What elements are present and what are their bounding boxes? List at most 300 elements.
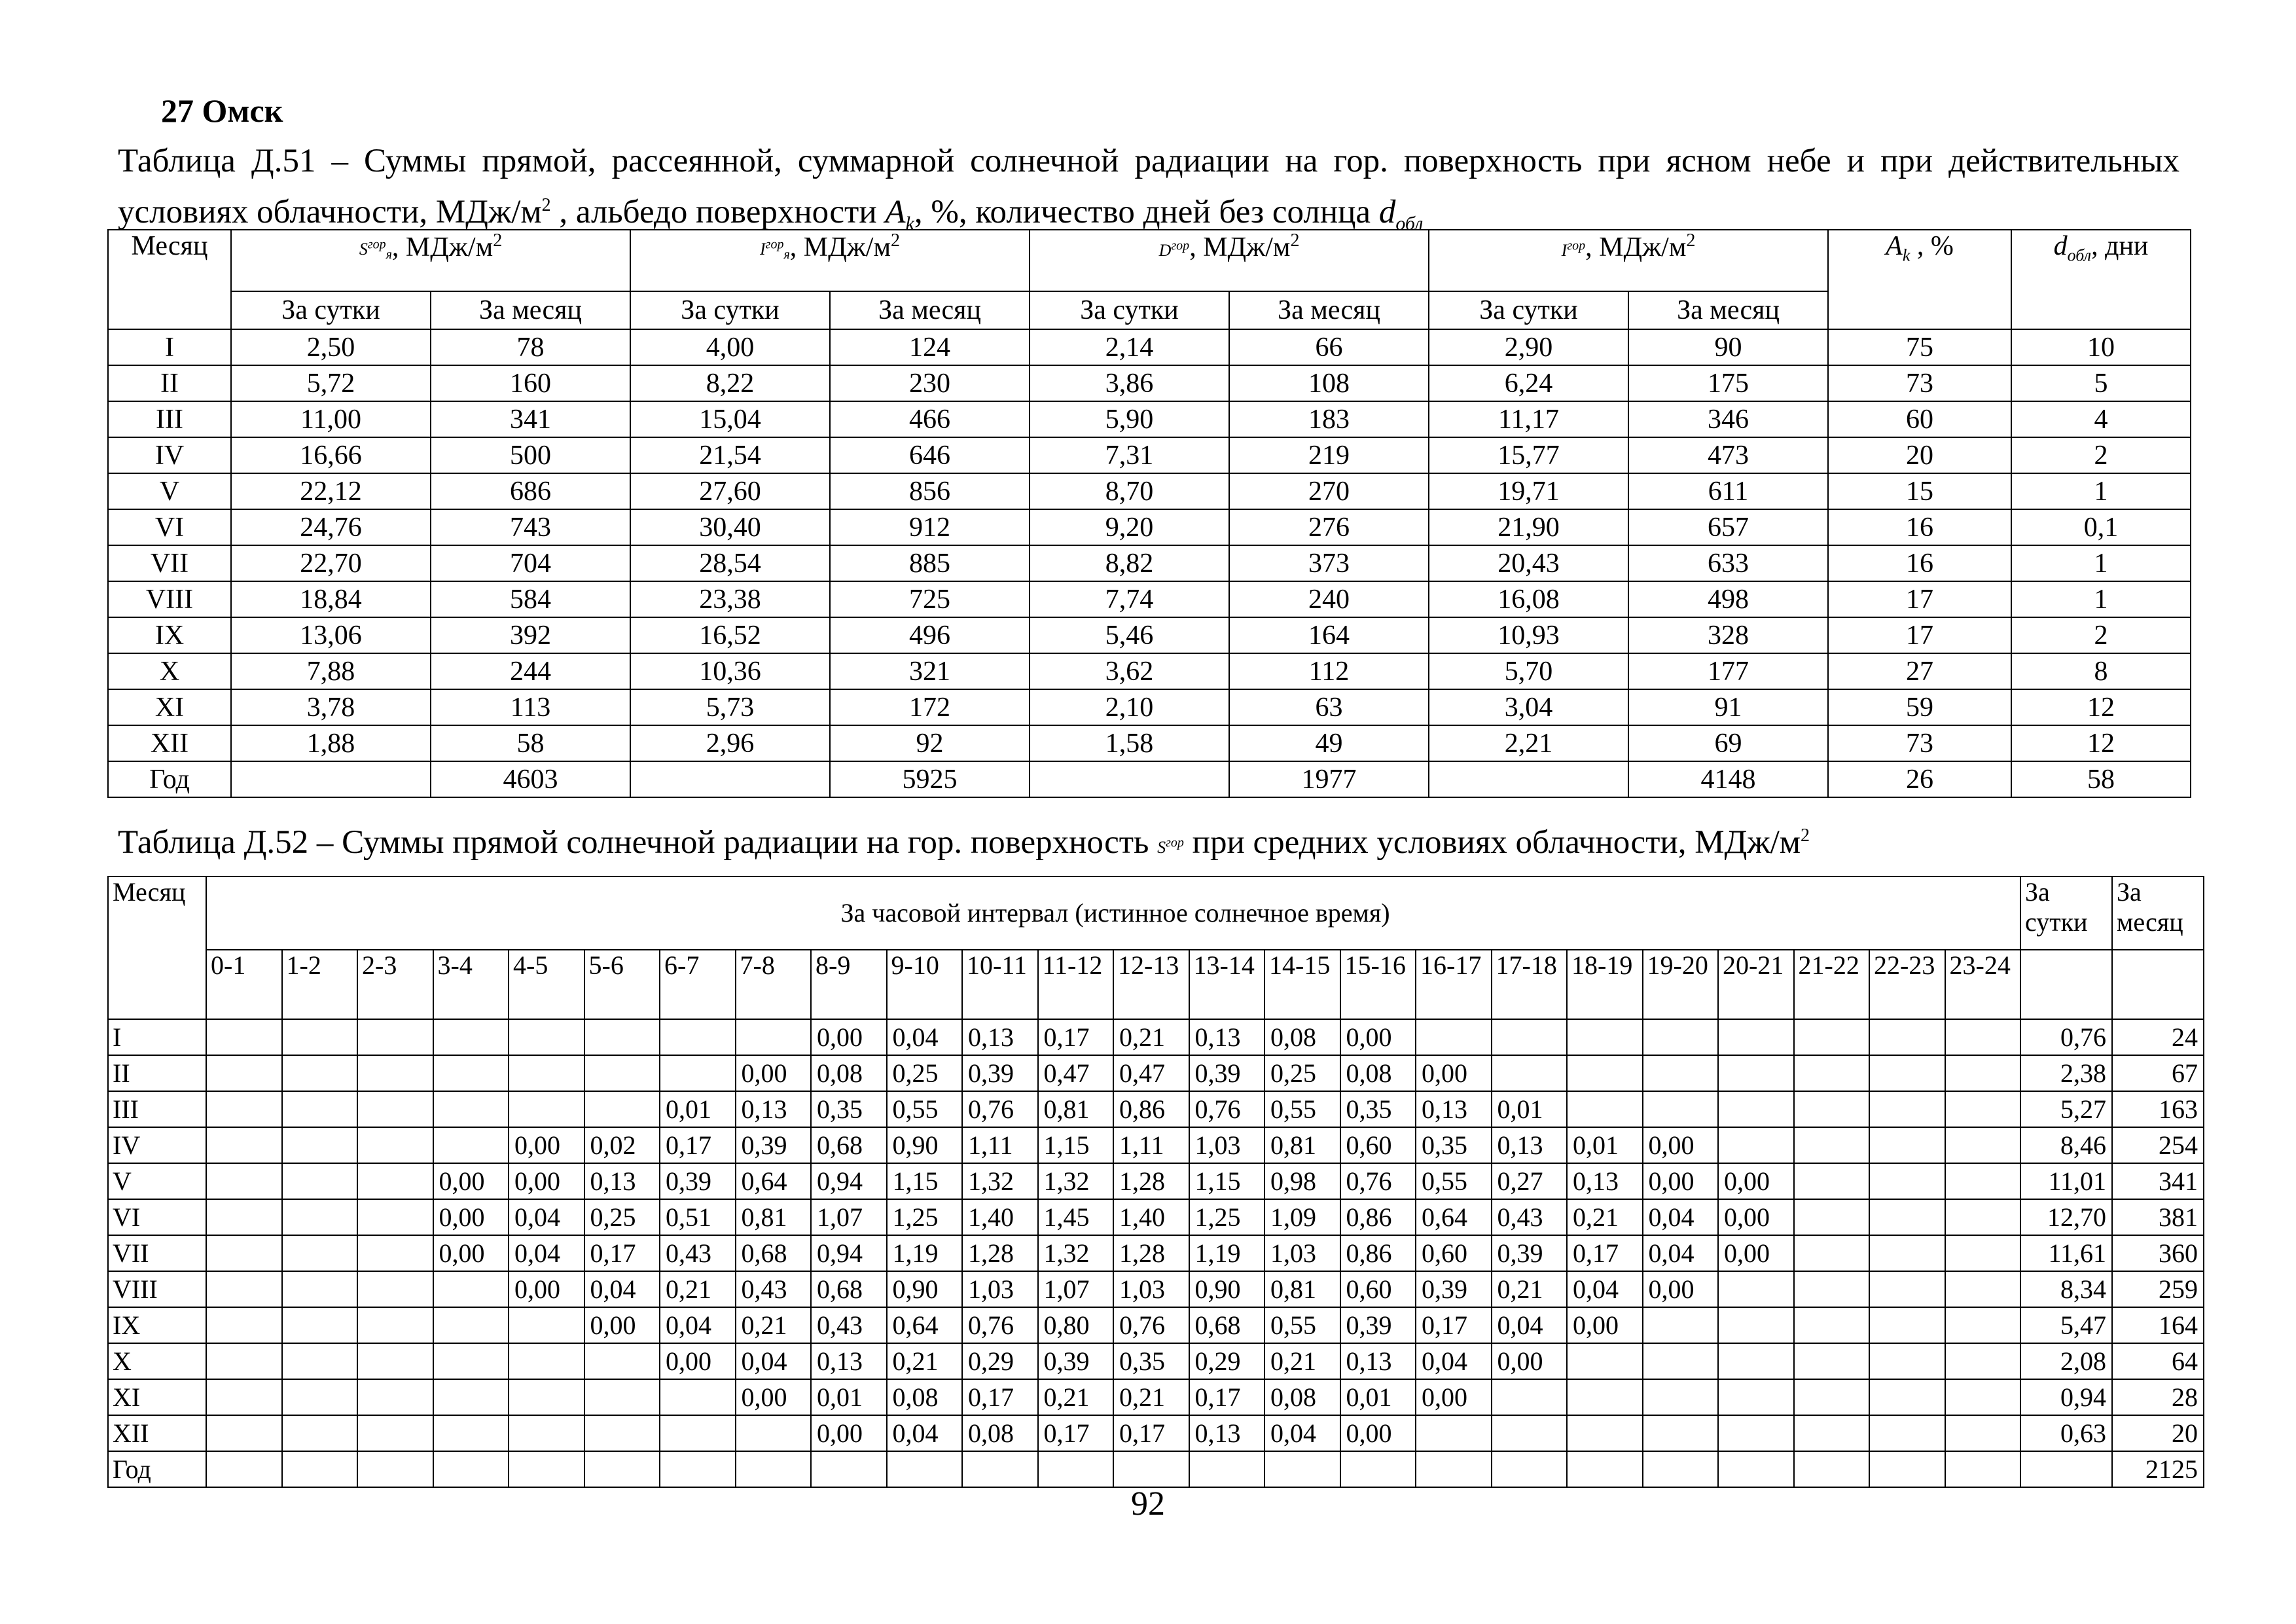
hour-cell: [1794, 1055, 1870, 1091]
hour-cell: 0,39: [660, 1163, 736, 1199]
table-cell: 23,38: [630, 581, 830, 617]
table-row: [108, 1415, 2204, 1451]
table-cell: 58: [2011, 761, 2191, 797]
hour-cell: [1945, 1343, 2021, 1379]
table-cell: 743: [431, 509, 630, 545]
hour-cell: [282, 1235, 358, 1271]
hour-cell: [1492, 1379, 1568, 1415]
hour-cell: 1,28: [962, 1235, 1038, 1271]
table-cell: 611: [1628, 473, 1828, 509]
hour-interval-header: 2-3: [357, 950, 433, 1019]
hour-cell: [1643, 1343, 1719, 1379]
hour-cell: [1945, 1019, 2021, 1055]
table-cell: 244: [431, 653, 630, 689]
table-cell: 15: [1828, 473, 2011, 509]
hour-cell: [1567, 1091, 1643, 1127]
hour-cell: 0,00: [1643, 1271, 1719, 1307]
hour-interval-header: 15-16: [1340, 950, 1416, 1019]
hour-cell: [1643, 1379, 1719, 1415]
table-row: [108, 1343, 2204, 1379]
table-row: [108, 509, 2191, 545]
table-cell: 22,70: [231, 545, 431, 581]
hour-cell: 0,21: [736, 1307, 812, 1343]
days-no-sun-header: $d_{обл}$, дни: [2011, 230, 2191, 329]
hour-cell: 1,19: [887, 1235, 963, 1271]
hour-cell: 0,35: [811, 1091, 887, 1127]
sub-day-header: За сутки: [630, 291, 830, 329]
row-month: III: [108, 401, 231, 437]
table-cell: 10: [2011, 329, 2191, 365]
month-total-cell: 341: [2112, 1163, 2204, 1199]
table-cell: 112: [1229, 653, 1429, 689]
hour-cell: 1,25: [887, 1199, 963, 1235]
caption2-symbol: $S^{гор}$: [1157, 835, 1184, 857]
table-cell: 16: [1828, 545, 2011, 581]
hour-cell: [206, 1451, 282, 1487]
hour-cell: 1,07: [811, 1199, 887, 1235]
hour-cell: 0,39: [1340, 1307, 1416, 1343]
row-month: III: [108, 1091, 206, 1127]
hour-cell: 0,04: [887, 1019, 963, 1055]
hour-cell: [736, 1019, 812, 1055]
hour-cell: 0,47: [1113, 1055, 1189, 1091]
group-header-s: $S^{гор}_я$, МДж/$м^2$: [231, 230, 630, 291]
hour-cell: 0,13: [811, 1343, 887, 1379]
hour-cell: [1869, 1199, 1945, 1235]
table-row: [108, 617, 2191, 653]
table-cell: 4603: [431, 761, 630, 797]
hour-cell: 1,32: [1038, 1163, 1114, 1199]
table-cell: 8,82: [1030, 545, 1229, 581]
hour-cell: [206, 1019, 282, 1055]
hour-cell: 0,21: [1492, 1271, 1568, 1307]
hour-interval-header: 21-22: [1794, 950, 1870, 1019]
hour-cell: 0,13: [1416, 1091, 1492, 1127]
hour-interval-header: 23-24: [1945, 950, 2021, 1019]
hour-cell: [1492, 1415, 1568, 1451]
hour-cell: [1794, 1343, 1870, 1379]
hour-cell: 0,81: [1265, 1127, 1340, 1163]
hour-cell: 1,45: [1038, 1199, 1114, 1235]
hour-cell: [584, 1055, 660, 1091]
caption2-text-2: при средних условиях облачности, МДж/м: [1183, 824, 1801, 861]
hour-cell: 0,64: [736, 1163, 812, 1199]
hour-cell: 0,98: [1265, 1163, 1340, 1199]
table-cell: 912: [830, 509, 1030, 545]
table-row: [108, 581, 2191, 617]
table-cell: 2,96: [630, 725, 830, 761]
hour-cell: [509, 1343, 584, 1379]
table-cell: 113: [431, 689, 630, 725]
hour-cell: 0,01: [1492, 1091, 1568, 1127]
hour-cell: [1945, 1307, 2021, 1343]
table-row: [108, 689, 2191, 725]
table-row: [108, 1307, 2204, 1343]
hour-cell: 0,68: [811, 1127, 887, 1163]
table-cell: 498: [1628, 581, 1828, 617]
hour-cell: [357, 1235, 433, 1271]
hour-cell: 0,00: [1718, 1235, 1794, 1271]
table-cell: 18,84: [231, 581, 431, 617]
hour-cell: 0,08: [887, 1379, 963, 1415]
hour-cell: [357, 1271, 433, 1307]
hour-cell: 0,35: [1340, 1091, 1416, 1127]
hour-interval-header: 7-8: [736, 950, 812, 1019]
hour-cell: [1945, 1451, 2021, 1487]
hour-cell: 0,01: [1340, 1379, 1416, 1415]
hour-cell: 0,17: [1038, 1019, 1114, 1055]
hour-cell: [1189, 1451, 1265, 1487]
table-cell: 2: [2011, 617, 2191, 653]
hour-cell: [282, 1307, 358, 1343]
hour-cell: [1643, 1019, 1719, 1055]
hour-cell: 1,09: [1265, 1199, 1340, 1235]
hour-cell: 0,01: [1567, 1127, 1643, 1163]
table-cell: 725: [830, 581, 1030, 617]
group-header-d: $D^{гор}$, МДж/$м^2$: [1030, 230, 1429, 291]
table-cell: 1: [2011, 545, 2191, 581]
hour-cell: 0,04: [660, 1307, 736, 1343]
hour-cell: 0,39: [1189, 1055, 1265, 1091]
hour-cell: [433, 1091, 509, 1127]
hour-cell: 0,13: [962, 1019, 1038, 1055]
table-cell: 69: [1628, 725, 1828, 761]
hour-cell: 1,25: [1189, 1199, 1265, 1235]
hour-cell: [282, 1451, 358, 1487]
hour-cell: 0,60: [1340, 1127, 1416, 1163]
table-row: [108, 725, 2191, 761]
hour-interval-header: 9-10: [887, 950, 963, 1019]
hour-cell: [1869, 1127, 1945, 1163]
hour-cell: [206, 1199, 282, 1235]
row-month: XII: [108, 725, 231, 761]
table-cell: 5: [2011, 365, 2191, 401]
hour-cell: 0,55: [1265, 1307, 1340, 1343]
table-cell: 2: [2011, 437, 2191, 473]
hour-cell: [1794, 1235, 1870, 1271]
hour-cell: [282, 1343, 358, 1379]
hour-cell: [282, 1055, 358, 1091]
table-row: [108, 365, 2191, 401]
albedo-subscript: k: [905, 213, 914, 235]
hour-cell: 0,21: [1113, 1379, 1189, 1415]
empty-header-cell: [2112, 950, 2204, 1019]
caption2-sup: 2: [1801, 825, 1810, 846]
hour-cell: [282, 1091, 358, 1127]
table-cell: 12: [2011, 689, 2191, 725]
hour-cell: [357, 1307, 433, 1343]
hour-cell: [1492, 1451, 1568, 1487]
hour-cell: 0,04: [509, 1235, 584, 1271]
hour-cell: 0,13: [1340, 1343, 1416, 1379]
hour-cell: 1,03: [1265, 1235, 1340, 1271]
hour-cell: 0,39: [1416, 1271, 1492, 1307]
hour-cell: [357, 1379, 433, 1415]
hour-cell: 0,08: [962, 1415, 1038, 1451]
month-header-2: Месяц: [108, 876, 206, 1019]
month-total-cell: 64: [2112, 1343, 2204, 1379]
table-cell: 28,54: [630, 545, 830, 581]
table-cell: 124: [830, 329, 1030, 365]
table-cell: 15,77: [1429, 437, 1628, 473]
hour-cell: [660, 1019, 736, 1055]
table-cell: 183: [1229, 401, 1429, 437]
row-month: IX: [108, 1307, 206, 1343]
hour-cell: [1718, 1451, 1794, 1487]
hour-cell: 0,21: [887, 1343, 963, 1379]
hour-cell: [1869, 1271, 1945, 1307]
hour-cell: 1,32: [962, 1163, 1038, 1199]
table-cell: 75: [1828, 329, 2011, 365]
hour-interval-header: 16-17: [1416, 950, 1492, 1019]
table-cell: 392: [431, 617, 630, 653]
hour-cell: [282, 1019, 358, 1055]
hour-cell: 0,00: [1340, 1415, 1416, 1451]
table-row: [108, 1235, 2204, 1271]
row-month: Год: [108, 1451, 206, 1487]
hour-interval-header: 13-14: [1189, 950, 1265, 1019]
table-cell: 177: [1628, 653, 1828, 689]
hour-cell: [357, 1019, 433, 1055]
table-d52: [107, 876, 2204, 1488]
table-cell: 92: [830, 725, 1030, 761]
hour-cell: 0,47: [1038, 1055, 1114, 1091]
hour-cell: 0,21: [1113, 1019, 1189, 1055]
table-cell: 91: [1628, 689, 1828, 725]
hour-cell: 0,60: [1340, 1271, 1416, 1307]
hour-cell: [1265, 1451, 1340, 1487]
hour-cell: 0,00: [1416, 1055, 1492, 1091]
table-cell: 346: [1628, 401, 1828, 437]
d-symbol: d: [1378, 194, 1396, 230]
hour-cell: 0,17: [1416, 1307, 1492, 1343]
hour-cell: 0,86: [1340, 1235, 1416, 1271]
row-month: VI: [108, 1199, 206, 1235]
albedo-symbol: A: [885, 194, 906, 230]
hour-cell: [1869, 1415, 1945, 1451]
hour-cell: [1113, 1451, 1189, 1487]
hour-cell: [206, 1307, 282, 1343]
table-cell: 12: [2011, 725, 2191, 761]
table-cell: 373: [1229, 545, 1429, 581]
hour-cell: [584, 1091, 660, 1127]
hour-interval-header: 20-21: [1718, 950, 1794, 1019]
hour-cell: [660, 1451, 736, 1487]
hour-cell: 0,76: [1113, 1307, 1189, 1343]
hour-cell: 0,00: [811, 1019, 887, 1055]
hour-cell: 0,81: [1265, 1271, 1340, 1307]
table-cell: 240: [1229, 581, 1429, 617]
hour-cell: 0,00: [1718, 1163, 1794, 1199]
hour-cell: [433, 1127, 509, 1163]
hour-cell: [433, 1343, 509, 1379]
hour-cell: [357, 1163, 433, 1199]
hour-cell: 0,04: [1416, 1343, 1492, 1379]
hour-interval-header: 11-12: [1038, 950, 1114, 1019]
hour-cell: [1869, 1343, 1945, 1379]
hour-cell: 0,04: [1643, 1199, 1719, 1235]
table-cell: 686: [431, 473, 630, 509]
hour-cell: [660, 1415, 736, 1451]
table-cell: 21,54: [630, 437, 830, 473]
table-row: [108, 1451, 2204, 1487]
caption-sup: 2: [541, 195, 551, 215]
row-month: IV: [108, 1127, 206, 1163]
hour-cell: [206, 1127, 282, 1163]
hour-cell: [1794, 1163, 1870, 1199]
hour-cell: 0,51: [660, 1199, 736, 1235]
hour-cell: 0,04: [887, 1415, 963, 1451]
hour-cell: [1567, 1055, 1643, 1091]
sub-day-header: За сутки: [1030, 291, 1229, 329]
hour-cell: 0,08: [1340, 1055, 1416, 1091]
hour-cell: 0,76: [1189, 1091, 1265, 1127]
table-cell: 5,72: [231, 365, 431, 401]
caption-text-2: , альбедо поверхности: [550, 194, 886, 230]
table-cell: 657: [1628, 509, 1828, 545]
table-cell: 16,66: [231, 437, 431, 473]
hour-cell: 0,55: [887, 1091, 963, 1127]
hour-cell: 0,00: [433, 1235, 509, 1271]
hour-cell: 0,04: [1567, 1271, 1643, 1307]
table-cell: 9,20: [1030, 509, 1229, 545]
hour-cell: [811, 1451, 887, 1487]
table-cell: 2,14: [1030, 329, 1229, 365]
hour-interval-header: 3-4: [433, 950, 509, 1019]
row-month: I: [108, 1019, 206, 1055]
hour-cell: 1,40: [962, 1199, 1038, 1235]
hour-cell: [1416, 1451, 1492, 1487]
hour-cell: [282, 1271, 358, 1307]
caption-text: Таблица Д.51 – Суммы прямой, рассеянной, суммарной солнечной радиации на гор. поверхность при ясном небе и при действительных условиях облачности, МДж/м: [118, 143, 2179, 230]
hour-cell: [433, 1271, 509, 1307]
table-cell: 172: [830, 689, 1030, 725]
hour-cell: 0,35: [1416, 1127, 1492, 1163]
hour-cell: [1794, 1271, 1870, 1307]
hour-cell: [357, 1451, 433, 1487]
hour-cell: 0,39: [962, 1055, 1038, 1091]
table-cell: 276: [1229, 509, 1429, 545]
caption-text-3: , %, количество дней без солнца: [914, 194, 1379, 230]
hour-cell: 0,00: [811, 1415, 887, 1451]
hour-interval-header: 8-9: [811, 950, 887, 1019]
table-cell: 11,00: [231, 401, 431, 437]
hour-cell: 0,00: [1492, 1343, 1568, 1379]
table-cell: 26: [1828, 761, 2011, 797]
table-cell: 30,40: [630, 509, 830, 545]
hour-cell: [509, 1091, 584, 1127]
hour-cell: [1643, 1415, 1719, 1451]
month-total-cell: 2125: [2112, 1451, 2204, 1487]
hour-cell: [1492, 1055, 1568, 1091]
hour-cell: 0,43: [811, 1307, 887, 1343]
row-month: V: [108, 473, 231, 509]
hour-cell: 0,00: [509, 1271, 584, 1307]
hour-cell: [1794, 1127, 1870, 1163]
hour-cell: 0,76: [962, 1091, 1038, 1127]
day-total-header: За сутки: [2020, 876, 2112, 950]
table-cell: 5,70: [1429, 653, 1628, 689]
hour-cell: 0,08: [1265, 1019, 1340, 1055]
hour-cell: [357, 1199, 433, 1235]
table-row: [108, 1379, 2204, 1415]
page-number: 92: [1131, 1485, 1165, 1523]
hour-cell: [206, 1235, 282, 1271]
hour-cell: 0,25: [584, 1199, 660, 1235]
month-total-cell: 28: [2112, 1379, 2204, 1415]
day-total-cell: 12,70: [2020, 1199, 2112, 1235]
table-cell: 59: [1828, 689, 2011, 725]
hour-cell: 1,40: [1113, 1199, 1189, 1235]
hour-cell: [1869, 1019, 1945, 1055]
hour-cell: [1416, 1019, 1492, 1055]
hour-cell: [1869, 1451, 1945, 1487]
table-cell: 20,43: [1429, 545, 1628, 581]
hour-cell: [206, 1415, 282, 1451]
hour-cell: 0,04: [1643, 1235, 1719, 1271]
hour-cell: 0,17: [1567, 1235, 1643, 1271]
hour-cell: 0,60: [1416, 1235, 1492, 1271]
hour-cell: [584, 1379, 660, 1415]
day-total-cell: 11,01: [2020, 1163, 2112, 1199]
caption2-text: Таблица Д.52 – Суммы прямой солнечной радиации на гор. поверхность: [118, 824, 1158, 861]
hour-cell: 0,00: [660, 1343, 736, 1379]
table-cell: 22,12: [231, 473, 431, 509]
table-cell: 17: [1828, 581, 2011, 617]
hour-interval-header: 0-1: [206, 950, 282, 1019]
hour-cell: 1,11: [1113, 1127, 1189, 1163]
hour-cell: [962, 1451, 1038, 1487]
hour-cell: 0,17: [1189, 1379, 1265, 1415]
table-cell: 21,90: [1429, 509, 1628, 545]
hour-cell: [509, 1451, 584, 1487]
hour-cell: [1869, 1307, 1945, 1343]
day-total-cell: 0,76: [2020, 1019, 2112, 1055]
hour-cell: [1718, 1091, 1794, 1127]
month-total-cell: 20: [2112, 1415, 2204, 1451]
row-month: IV: [108, 437, 231, 473]
hour-cell: 0,00: [1718, 1199, 1794, 1235]
hour-cell: [282, 1127, 358, 1163]
hour-cell: [433, 1019, 509, 1055]
hour-cell: 1,11: [962, 1127, 1038, 1163]
hour-cell: 0,64: [887, 1307, 963, 1343]
table-cell: [1030, 761, 1229, 797]
table-cell: 20: [1828, 437, 2011, 473]
hour-cell: [509, 1415, 584, 1451]
table-cell: 219: [1229, 437, 1429, 473]
hour-cell: 0,90: [887, 1271, 963, 1307]
table-row: [108, 1055, 2204, 1091]
table-cell: 108: [1229, 365, 1429, 401]
table-cell: 1,88: [231, 725, 431, 761]
hour-cell: [282, 1199, 358, 1235]
hour-cell: [1718, 1307, 1794, 1343]
table-cell: 24,76: [231, 509, 431, 545]
table-cell: 3,04: [1429, 689, 1628, 725]
sub-month-header: За месяц: [830, 291, 1030, 329]
table-row: [108, 545, 2191, 581]
table-cell: 466: [830, 401, 1030, 437]
hour-interval-header: 1-2: [282, 950, 358, 1019]
table-cell: 73: [1828, 725, 2011, 761]
table-cell: 8,22: [630, 365, 830, 401]
row-month: XI: [108, 1379, 206, 1415]
hour-cell: 0,76: [1340, 1163, 1416, 1199]
hour-cell: 0,02: [584, 1127, 660, 1163]
row-month: IX: [108, 617, 231, 653]
table-cell: 704: [431, 545, 630, 581]
